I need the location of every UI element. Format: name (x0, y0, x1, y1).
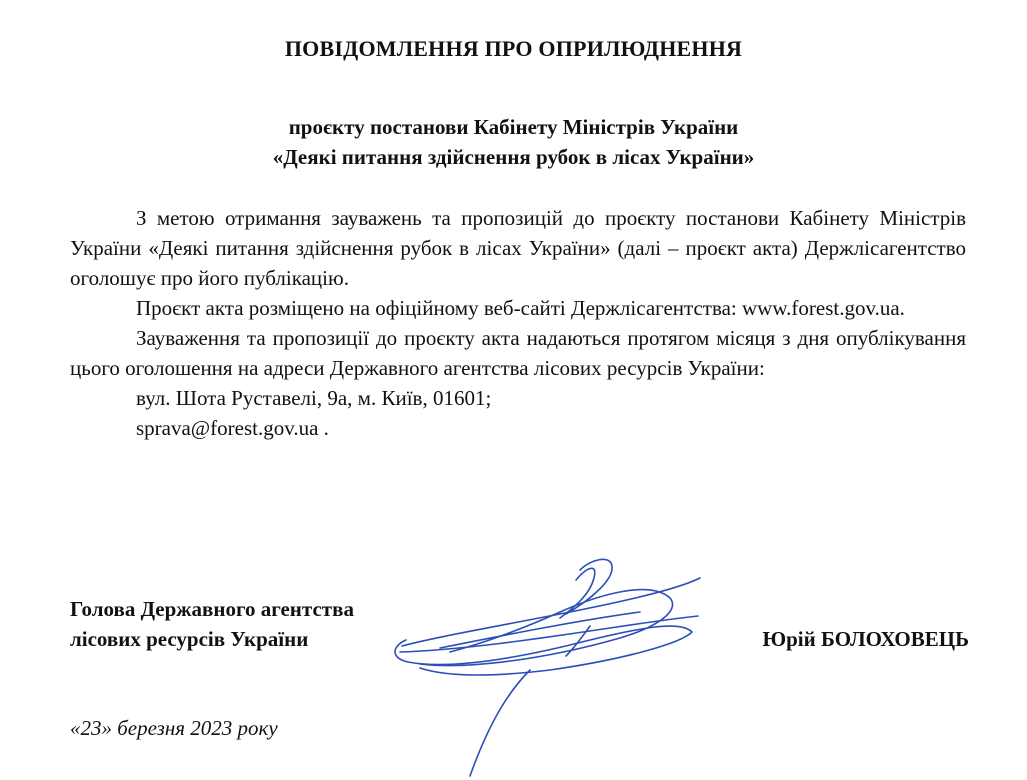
position-line-2: лісових ресурсів України (70, 627, 309, 651)
document-body (70, 203, 966, 443)
document-subtitle (0, 112, 1027, 172)
signatory-position (70, 594, 354, 654)
paragraph-purpose: З метою отримання зауважень та пропозицій до проєкту постанови Кабінету Міністрів України «Деякі питання здійснення рубок в лісах України» (далі – проєкт акта) Держлісагентство оголошує про його публікацію. (70, 206, 966, 290)
position-line-1: Голова Державного агентства (70, 597, 354, 621)
handwritten-signature (380, 540, 720, 780)
postal-address: вул. Шота Руставелі, 9а, м. Київ, 01601; (136, 386, 492, 410)
document-title: ПОВІДОМЛЕННЯ ПРО ОПРИЛЮДНЕННЯ (284, 36, 743, 61)
signatory-name: Юрій БОЛОХОВЕЦЬ (762, 627, 969, 651)
subtitle-line-1: проєкту постанови Кабінету Міністрів України (288, 115, 739, 139)
paragraph-feedback: Зауваження та пропозиції до проєкту акта надаються протягом місяця з дня опублікування цього оголошення на адреси Державного агентства лісових ресурсів України: (70, 326, 966, 380)
email-address: sprava@forest.gov.ua . (136, 416, 329, 440)
document-date: «23» березня 2023 року (70, 716, 278, 740)
paragraph-website: Проєкт акта розміщено на офіційному веб-сайті Держлісагентства: www.forest.gov.ua. (136, 296, 905, 320)
subtitle-line-2: «Деякі питання здійснення рубок в лісах України» (272, 145, 755, 169)
